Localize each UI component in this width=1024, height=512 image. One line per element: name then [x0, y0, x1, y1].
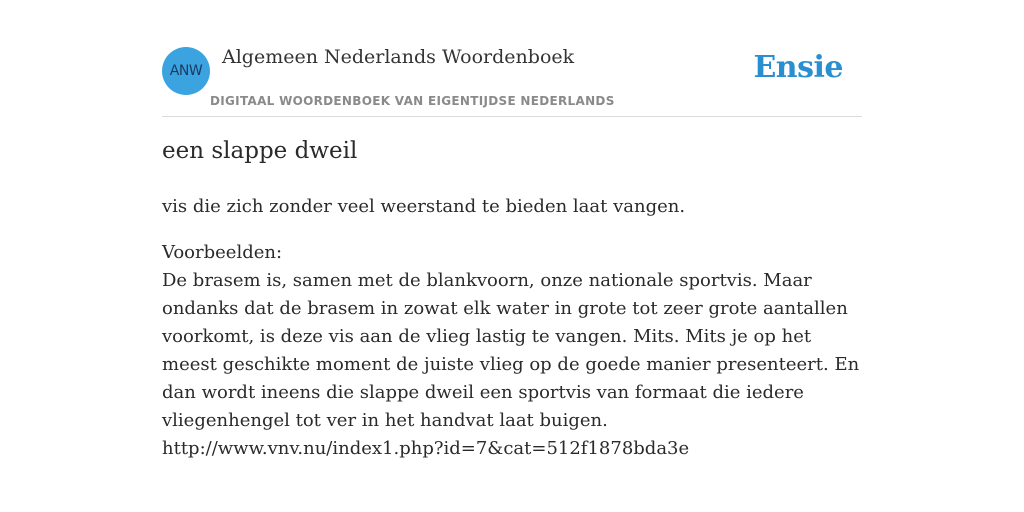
example-source: http://www.vnv.nu/index1.php?id=7&cat=512f1878bda3e	[162, 438, 690, 459]
anw-logo[interactable]	[162, 47, 210, 95]
logo-text: ANW	[169, 63, 203, 79]
examples-label: Voorbeelden:	[162, 242, 283, 263]
ensie-brand-logo[interactable]: Ensie	[753, 50, 843, 85]
site-subtitle: DIGITAAL WOORDENBOEK VAN EIGENTIJDSE NEDERLANDS	[210, 94, 615, 108]
example-text: De brasem is, samen met de blankvoorn, onze nationale sportvis. Maar ondanks dat de brasem in zowat elk water in grote tot zeer grote aantallen voorkomt, is deze vis aan de vlieg lastig te vangen. Mits. Mits je op het meest geschikte moment de juiste vlieg op de goede manier presenteert. En dan wordt ineens die slappe dweil een sportvis van formaat die iedere vliegenhengel tot ver in het handvat laat buigen.	[162, 270, 860, 431]
header	[162, 0, 862, 117]
site-title[interactable]: Algemeen Nederlands Woordenboek	[222, 46, 575, 68]
entry-term: een slappe dweil	[162, 138, 358, 164]
entry-card	[162, 0, 862, 512]
entry-definition: vis die zich zonder veel weerstand te bieden laat vangen.	[162, 196, 686, 217]
examples-section	[162, 239, 862, 463]
